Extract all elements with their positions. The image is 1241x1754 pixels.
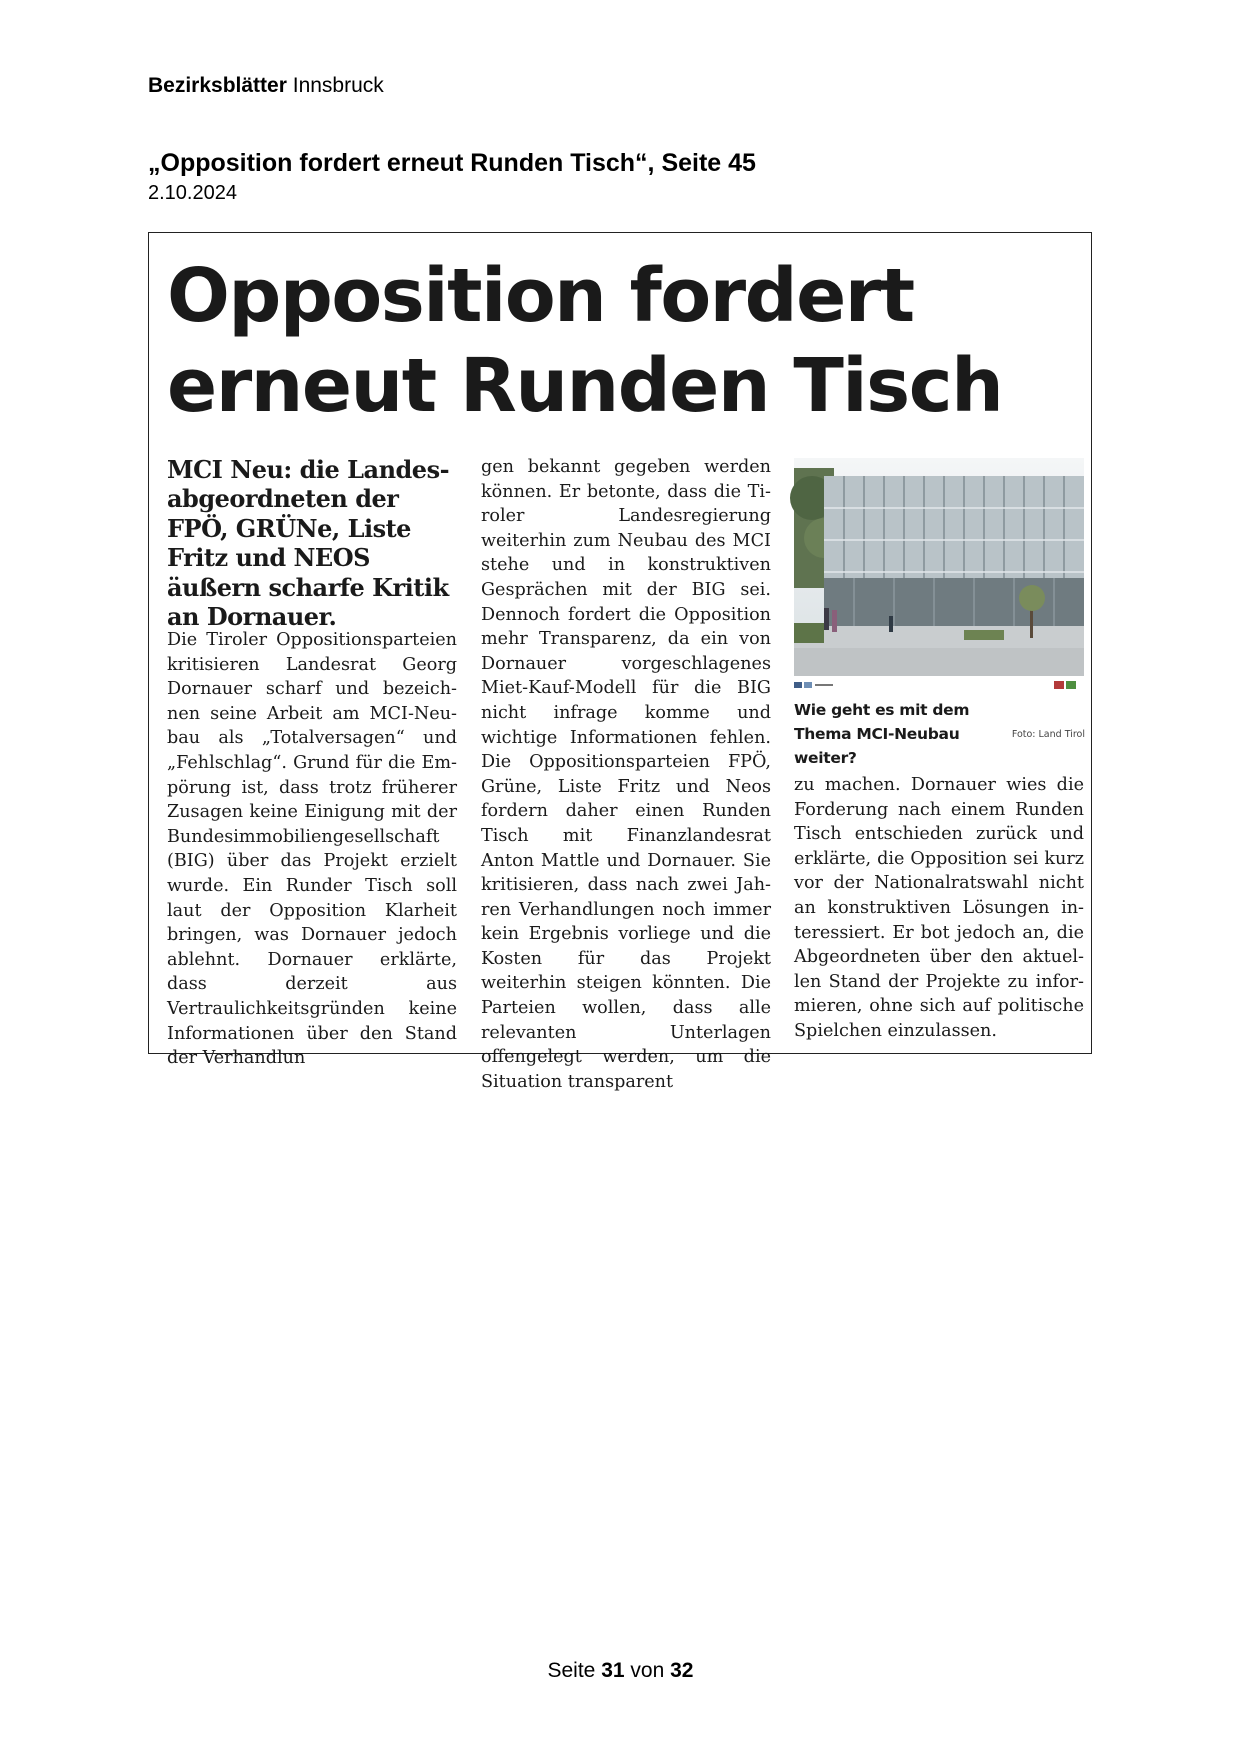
article-column-3: zu machen. Dornauer wies die Forderung nach einem Runden Tisch entschieden zurück und erklärte, die Opposition sei kurz vor der Nationalratswahl nicht an konstruktiven Lösungen interessiert. Er bot jedoch an, die Abgeordneten über den aktuellen Stand der Projekte zu informieren, ohne sich auf politische Spielchen einzulassen. — [794, 775, 1084, 1041]
page-number — [0, 1659, 1241, 1683]
publication-region: Innsbruck — [292, 74, 384, 97]
article-lead: MCI Neu: die Landesabgeordneten der FPÖ, GRÜNe, Liste Fritz und NEOS äußern scharfe Kritik an Dornauer. — [167, 455, 450, 632]
article-clipping — [148, 232, 1092, 1092]
photo-credit: Foto: Land Tirol — [1011, 729, 1085, 740]
page-label: Seite — [547, 1659, 596, 1682]
page-of-label: von — [630, 1659, 665, 1682]
clip-title: „Opposition fordert erneut Runden Tisch“, Seite 45 — [148, 149, 756, 177]
page-total: 32 — [670, 1659, 694, 1682]
page-current: 31 — [601, 1659, 625, 1682]
clip-date: 2.10.2024 — [148, 182, 237, 204]
article-column-1: Die Tiroler Oppositionsparteien kritisieren Landesrat Georg Dornauer scharf und bezeichnen seine Arbeit am MCI-Neubau als „Totalversagen“ und „Fehlschlag“. Grund für die Empörung ist, dass trotz früherer Zusagen keine Einigung mit der Bundesimmobiliengesellschaft (BIG) über das Projekt erzielt wurde. Ein Runder Tisch soll laut der Opposition Klarheit bringen, was Dornauer jedoch ablehnt. Dornauer erklärte, dass derzeit aus Vertraulichkeitsgründen keine Informationen über den Stand der Verhandlun — [167, 630, 457, 1069]
photo-logo-strip — [794, 678, 1084, 692]
article-headline: Opposition fordert erneut Runden Tisch — [167, 253, 1003, 429]
publication-brand: Bezirksblätter — [148, 74, 287, 97]
article-column-2: gen bekannt gegeben werden können. Er betonte, dass die Tiroler Landesregierung weiterhin zum Neubau des MCI stehe und in konstruktiven Gesprächen mit der BIG sei. Dennoch fordert die Opposition mehr Transparenz, da ein von Dornauer vorgeschlagenes Miet-Kauf-Modell für die BIG nicht infrage komme und wichtige Informationen fehlen. Die Oppositionsparteien FPÖ, Grüne, Liste Fritz und Neos fordern daher einen Runden Tisch mit Finanzlandesrat Anton Mattle und Dornauer. Sie kritisieren, dass nach zwei Jahren Verhandlungen noch immer kein Ergebnis vorliege und die Kosten für das Projekt weiterhin steigen könnten. Die Parteien wollen, dass alle relevanten Unterlagen offengelegt werden, um die Situation transparent — [481, 457, 771, 1092]
photo-caption: Wie geht es mit dem Thema MCI-Neubau weiter? — [794, 701, 970, 767]
building-photo — [794, 458, 1084, 676]
publication-name — [148, 74, 384, 98]
